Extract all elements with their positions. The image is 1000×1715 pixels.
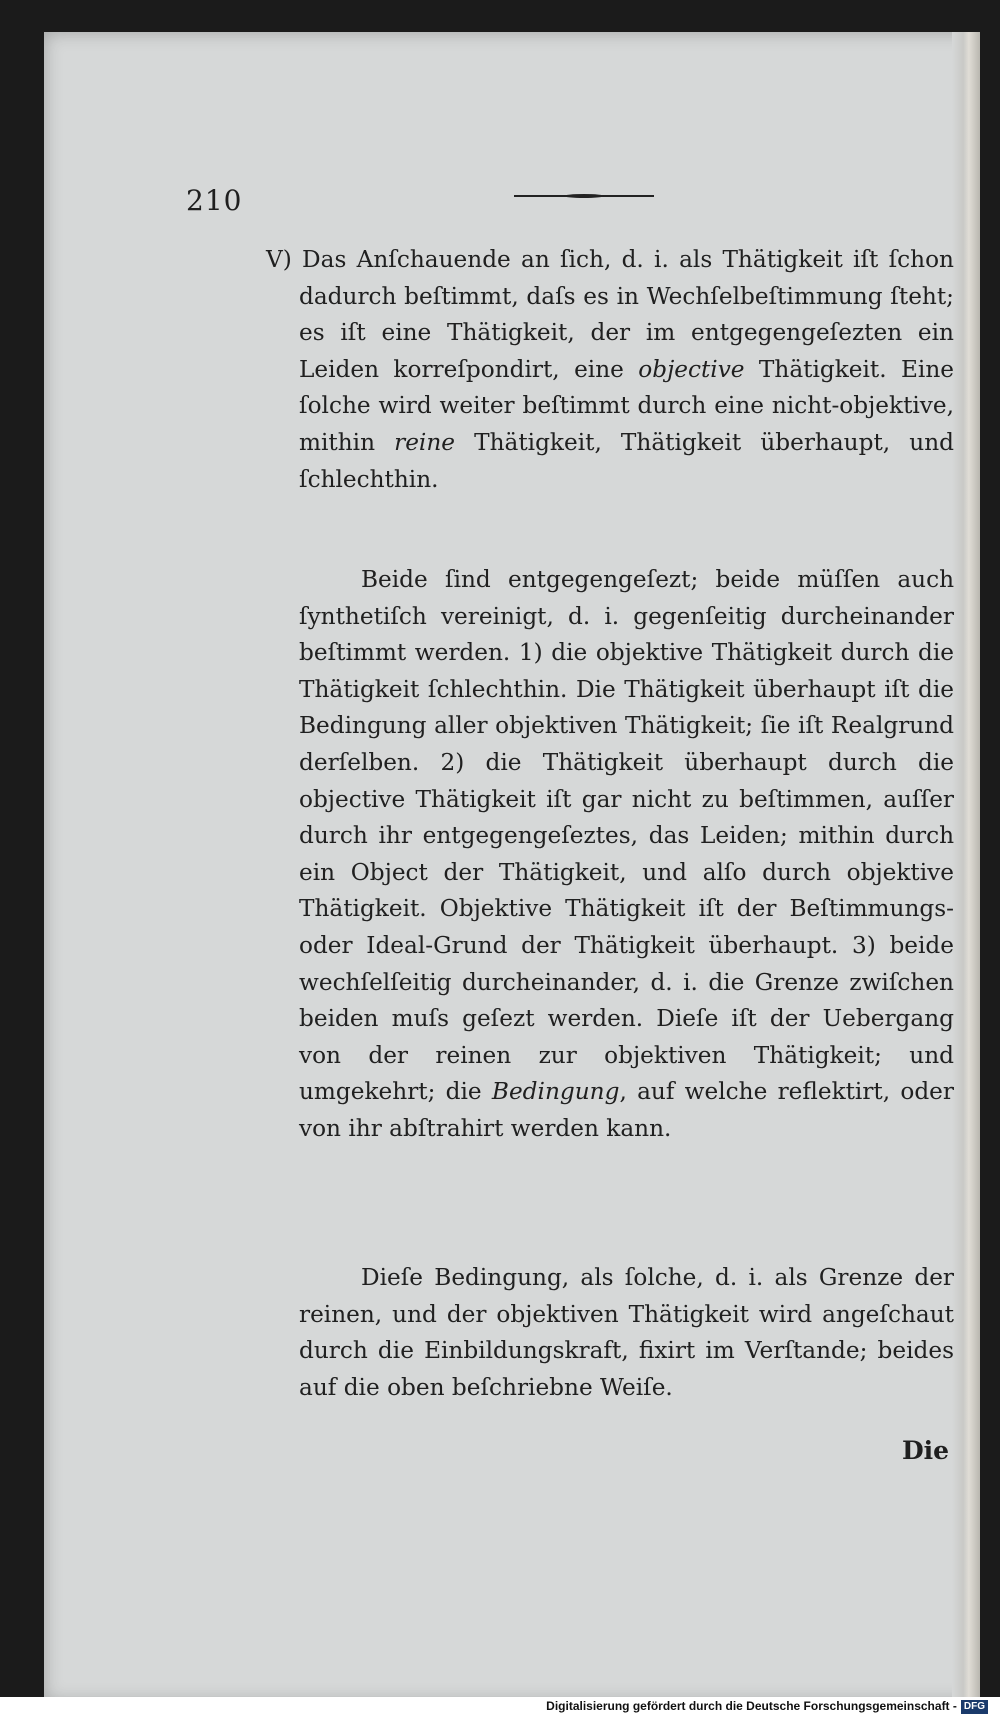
text-segment: V) Das Anſchauende an ſich, d. i. als Thätigkeit iſt ſchon dadurch beſtimmt, daſs es in Wechſelbeſtimmung ſteht; es iſt eine Thätigkeit, der im entgegengeſezten ein Leiden korreſpondirt, eine bbox=[266, 246, 954, 383]
page-number: 210 bbox=[186, 184, 243, 217]
catchword: Die bbox=[902, 1436, 950, 1465]
text-segment: , auf welche reflektirt, oder von ihr abſtrahirt werden kann. bbox=[299, 1078, 954, 1142]
digitization-footer bbox=[0, 1697, 1000, 1715]
text-segment: Thätigkeit. Eine ſolche wird weiter beſtimmt durch eine nicht-objektive, mithin bbox=[299, 355, 954, 456]
dfg-logo: DFG bbox=[961, 1700, 988, 1714]
text-segment: Dieſe Bedingung, als ſolche, d. i. als Grenze der reinen, und der objektiven Thätigkeit wird angeſchaut durch die Einbildungskraft, fixirt im Verſtande; beides auf die oben beſchriebne Weiſe. bbox=[299, 1264, 954, 1401]
paragraph-1 bbox=[266, 242, 954, 498]
paragraph-2 bbox=[299, 562, 954, 1148]
text-segment: Beide ſind entgegengeſezt; beide müſſen auch ſynthetiſch vereinigt, d. i. gegenſeitig durcheinander beſtimmt werden. 1) die objektive Thätigkeit durch die Thätigkeit ſchlechthin. Die Thätigkeit überhaupt iſt die Bedingung aller objektiven Thätigkeit; ſie iſt Realgrund derſelben. 2) die Thätigkeit überhaupt durch die objective Thätigkeit iſt gar nicht zu beſtimmen, auſſer durch ihr entgegengeſeztes, das Leiden; mithin durch ein Object der Thätigkeit, und alſo durch objektive Thätigkeit. Objektive Thätigkeit iſt der Beſtimmungs- oder Ideal-Grund der Thätigkeit überhaupt. 3) beide wechſelſeitig durcheinander, d. i. die Grenze zwiſchen beiden muſs geſezt werden. Dieſe iſt der Uebergang von der reinen zur objektiven Thätigkeit; und umgekehrt; die bbox=[299, 566, 954, 1106]
paragraph-3 bbox=[299, 1260, 954, 1406]
page-edge bbox=[952, 32, 980, 1702]
footer-text: Digitalisierung gefördert durch die Deutsche Forschungsgemeinschaft - bbox=[546, 1699, 957, 1713]
italic-segment: Bedingung bbox=[491, 1078, 620, 1106]
book-page bbox=[44, 32, 980, 1702]
italic-segment: reine bbox=[394, 428, 456, 456]
italic-segment: objective bbox=[638, 355, 745, 383]
text-segment: Thätigkeit, Thätigkeit überhaupt, und ſchlechthin. bbox=[299, 428, 954, 493]
header-ornament-rule bbox=[514, 194, 654, 198]
